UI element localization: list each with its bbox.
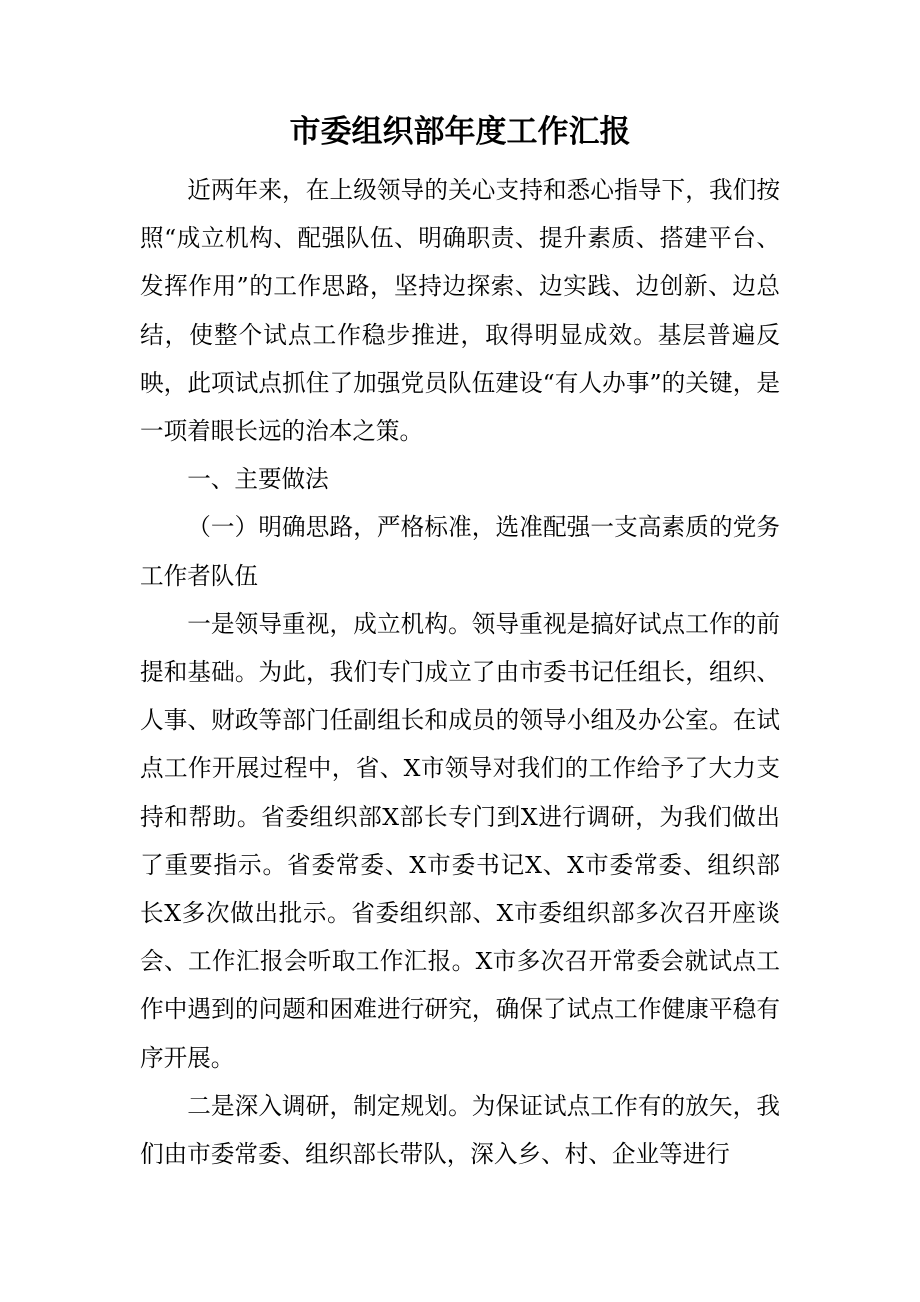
paragraph-leadership: 一是领导重视，成立机构。领导重视是搞好试点工作的前提和基础。为此，我们专门成立了由市委书记任组长，组织、人事、财政等部门任副组长和成员的领导小组及办公室。在试点工作开展过程中，省、X市领导对我们的工作给予了大力支持和帮助。省委组织部X部长专门到X进行调研，为我们做出了重要指示。省委常委、X市委书记X、X市委常委、组织部长X多次做出批示。省委组织部、X市委组织部多次召开座谈会、工作汇报会听取工作汇报。X市多次召开常委会就试点工作中遇到的问题和困难进行研究，确保了试点工作健康平稳有序开展。: [140, 609, 780, 1072]
document-title: 市委组织部年度工作汇报: [289, 114, 631, 150]
paragraph-intro: 近两年来，在上级领导的关心支持和悉心指导下，我们按照“成立机构、配强队伍、明确职责、提升素质、搭建平台、发挥作用”的工作思路，坚持边探索、边实践、边创新、边总结，使整个试点工作稳步推进，取得明显成效。基层普遍反映，此项试点抓住了加强党员队伍建设“有人办事”的关键，是一项着眼长远的治本之策。: [140, 176, 780, 446]
document-body: [140, 166, 780, 1178]
subsection-heading-1: （一）明确思路，严格标准，选准配强一支高素质的党务工作者队伍: [140, 513, 780, 590]
section-heading-main-practices: 一、主要做法: [187, 465, 329, 494]
paragraph-research: 二是深入调研，制定规划。为保证试点工作有的放矢，我们由市委常委、组织部长带队，深入乡、村、企业等进行: [140, 1091, 780, 1169]
